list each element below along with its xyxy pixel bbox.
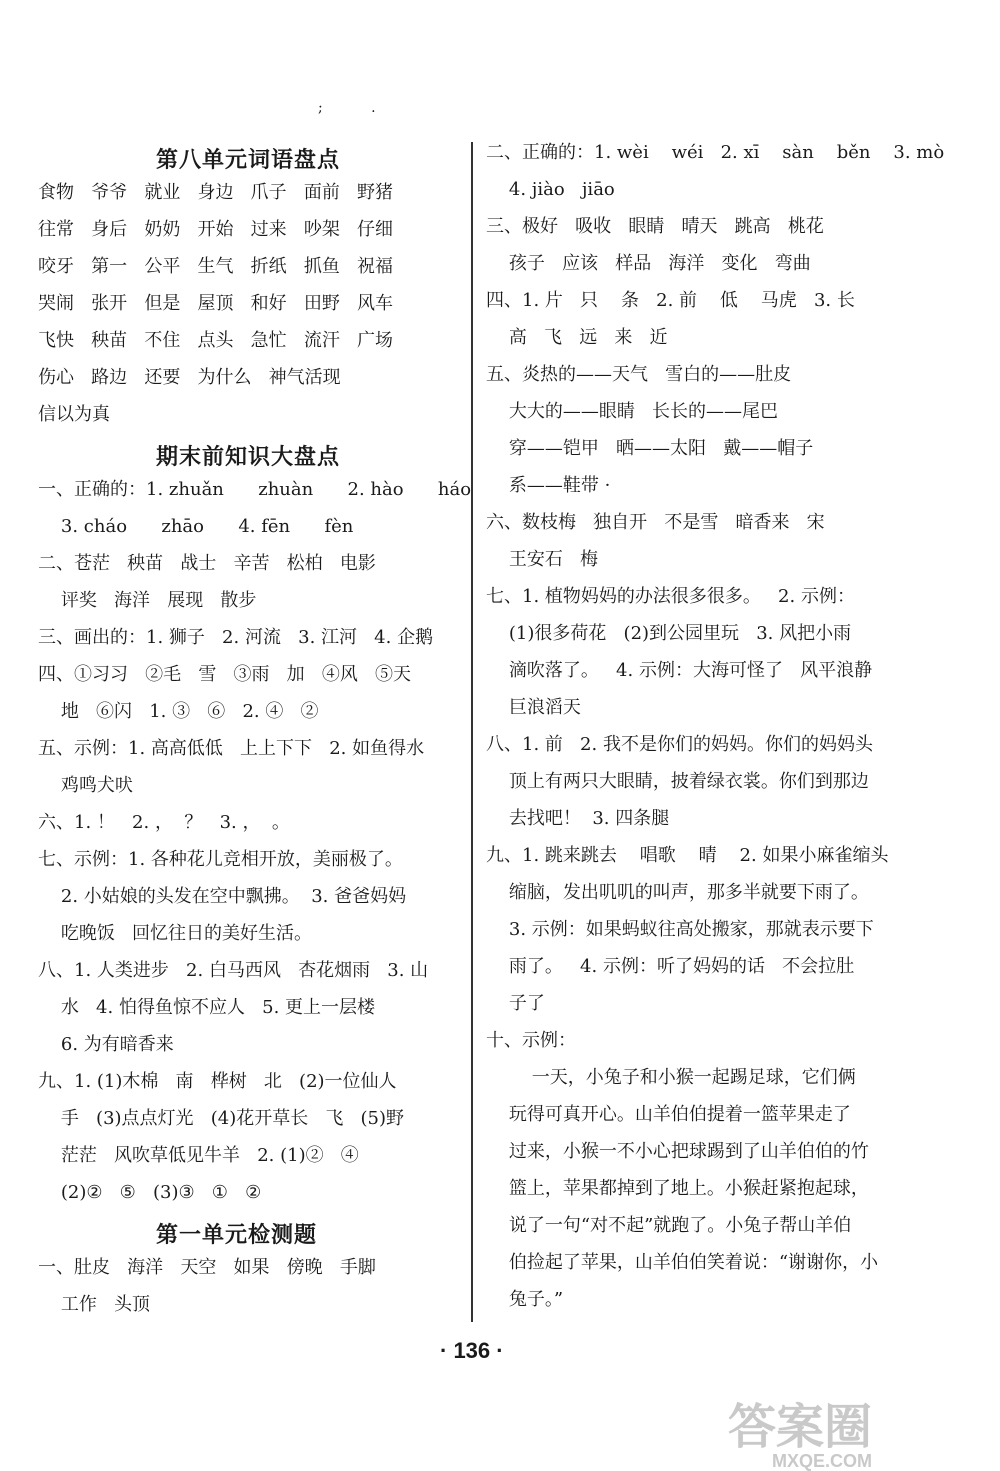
answer-line: 4. jiào jiāo — [486, 179, 615, 200]
answer-line: 四、1. 片 只 条 2. 前 低 马虎 3. 长 — [486, 290, 855, 311]
answer-line: 滴吹落了。 4. 示例：大海可怪了 风平浪静 — [486, 660, 873, 681]
essay-line: 过来，小猴一不小心把球踢到了山羊伯伯的竹 — [486, 1141, 869, 1162]
answer-line: 茫茫 风吹草低见牛羊 2. (1)② ④ — [38, 1145, 359, 1166]
answer-line: 三、画出的：1. 狮子 2. 河流 3. 江河 4. 企鹅 — [38, 627, 434, 648]
watermark-logo — [720, 1385, 990, 1471]
answer-line: 一、肚皮 海洋 天空 如果 傍晚 手脚 — [38, 1257, 376, 1278]
answer-line: 穿——铠甲 晒——太阳 戴——帽子 — [486, 438, 814, 459]
answer-line: 6. 为有暗香来 — [38, 1034, 174, 1055]
answer-line: 王安石 梅 — [486, 549, 599, 570]
answer-line: 五、示例：1. 高高低低 上上下下 2. 如鱼得水 — [38, 738, 425, 759]
answer-line: 工作 头顶 — [38, 1294, 151, 1315]
section-heading-final-review: 期末前知识大盘点 — [156, 444, 341, 470]
answer-line: 去找吧！ 3. 四条腿 — [486, 808, 670, 829]
answer-line: 大大的——眼睛 长长的——尾巴 — [486, 401, 779, 422]
section-heading-unit1-test: 第一单元检测题 — [156, 1222, 318, 1248]
answer-line: 手 (3)点点灯光 (4)花开草长 飞 (5)野 — [38, 1108, 405, 1129]
answer-line: 一、正确的：1. zhuǎn zhuàn 2. hào háo — [38, 479, 472, 500]
answer-line: 十、示例： — [486, 1030, 576, 1051]
answer-line: 七、1. 植物妈妈的办法很多很多。 2. 示例： — [486, 586, 855, 607]
answer-line: 高 飞 远 来 近 — [486, 327, 668, 348]
answer-line: 六、数枝梅 独自开 不是雪 暗香来 宋 — [486, 512, 825, 533]
word-row: 咬牙 第一 公平 生气 折纸 抓鱼 祝福 — [38, 256, 393, 277]
column-divider — [471, 142, 473, 1322]
word-row: 往常 身后 奶奶 开始 过来 吵架 仔细 — [38, 219, 393, 240]
answer-line: 鸡鸣犬吠 — [38, 775, 133, 796]
answer-line: 四、①习习 ②毛 雪 ③雨 加 ④风 ⑤天 — [38, 664, 411, 685]
answer-line: 八、1. 人类进步 2. 白马西风 杏花烟雨 3. 山 — [38, 960, 429, 981]
essay-line: 说了一句“对不起”就跑了。小兔子帮山羊伯 — [486, 1215, 852, 1236]
answer-line: 三、极好 吸收 眼睛 晴天 跳高 桃花 — [486, 216, 824, 237]
essay-line: 伯捡起了苹果，山羊伯伯笑着说：“谢谢你，小 — [486, 1252, 879, 1273]
answer-line: 顶上有两只大眼睛，披着绿衣裳。你们到那边 — [486, 771, 869, 792]
answer-line: 地 ⑥闪 1. ③ ⑥ 2. ④ ② — [38, 701, 319, 722]
answer-line: (1)很多荷花 (2)到公园里玩 3. 风把小雨 — [486, 623, 852, 644]
scan-marks: ; . — [318, 100, 398, 116]
answer-line: 二、苍茫 秧苗 战士 辛苦 松柏 电影 — [38, 553, 376, 574]
answer-line: 七、示例：1. 各种花儿竞相开放，美丽极了。 — [38, 849, 403, 870]
answer-line: 子了 — [486, 993, 545, 1014]
answer-line: (2)② ⑤ (3)③ ① ② — [38, 1182, 262, 1203]
word-row: 食物 爷爷 就业 身边 爪子 面前 野猪 — [38, 182, 393, 203]
answer-line: 评奖 海洋 展现 散步 — [38, 590, 257, 611]
answer-line: 雨了。 4. 示例：听了妈妈的话 不会拉肚 — [486, 956, 855, 977]
word-row: 信以为真 — [38, 404, 110, 425]
answer-line: 吃晚饭 回忆往日的美好生活。 — [38, 923, 313, 944]
answer-line: 八、1. 前 2. 我不是你们的妈妈。你们的妈妈头 — [486, 734, 873, 755]
section-heading-unit8-words: 第八单元词语盘点 — [156, 147, 341, 173]
answer-line: 孩子 应该 样品 海洋 变化 弯曲 — [486, 253, 811, 274]
essay-line: 兔子。” — [486, 1289, 564, 1310]
answer-line: 九、1. 跳来跳去 唱歌 晴 2. 如果小麻雀缩头 — [486, 845, 889, 866]
answer-line: 3. cháo zhāo 4. fēn fèn — [38, 516, 354, 537]
word-row: 哭闹 张开 但是 屋顶 和好 田野 风车 — [38, 293, 393, 314]
answer-line: 巨浪滔天 — [486, 697, 581, 718]
answer-line: 二、正确的：1. wèi wéi 2. xī sàn běn 3. mò — [486, 142, 945, 163]
watermark-small: MXQE.COM — [772, 1451, 873, 1471]
answer-line: 缩脑，发出叽叽的叫声，那多半就要下雨了。 — [486, 882, 869, 903]
answer-line: 3. 示例：如果蚂蚁往高处搬家，那就表示要下 — [486, 919, 874, 940]
answer-line: 水 4. 怕得鱼惊不应人 5. 更上一层楼 — [38, 997, 376, 1018]
essay-line: 玩得可真开心。山羊伯伯提着一篮苹果走了 — [486, 1104, 851, 1125]
answer-line: 2. 小姑娘的头发在空中飘拂。 3. 爸爸妈妈 — [38, 886, 407, 907]
word-row: 伤心 路边 还要 为什么 神气活现 — [38, 367, 341, 388]
essay-line: 篮上，苹果都掉到了地上。小猴赶紧抱起球， — [486, 1178, 869, 1199]
watermark-big: 答案圈 — [728, 1401, 873, 1454]
word-row: 飞快 秧苗 不住 点头 急忙 流汗 广场 — [38, 330, 393, 351]
answer-line: 九、1. (1)木棉 南 桦树 北 (2)一位仙人 — [38, 1071, 397, 1092]
answer-line: 五、炎热的——天气 雪白的——肚皮 — [486, 364, 792, 385]
essay-line: 一天，小兔子和小猴一起踢足球，它们俩 — [486, 1067, 856, 1088]
page-number: · 136 · — [440, 1338, 504, 1363]
answer-line: 系——鞋带 · — [486, 475, 611, 496]
answer-line: 六、1. ！ 2. ， ？ 3. ， 。 — [38, 812, 290, 833]
